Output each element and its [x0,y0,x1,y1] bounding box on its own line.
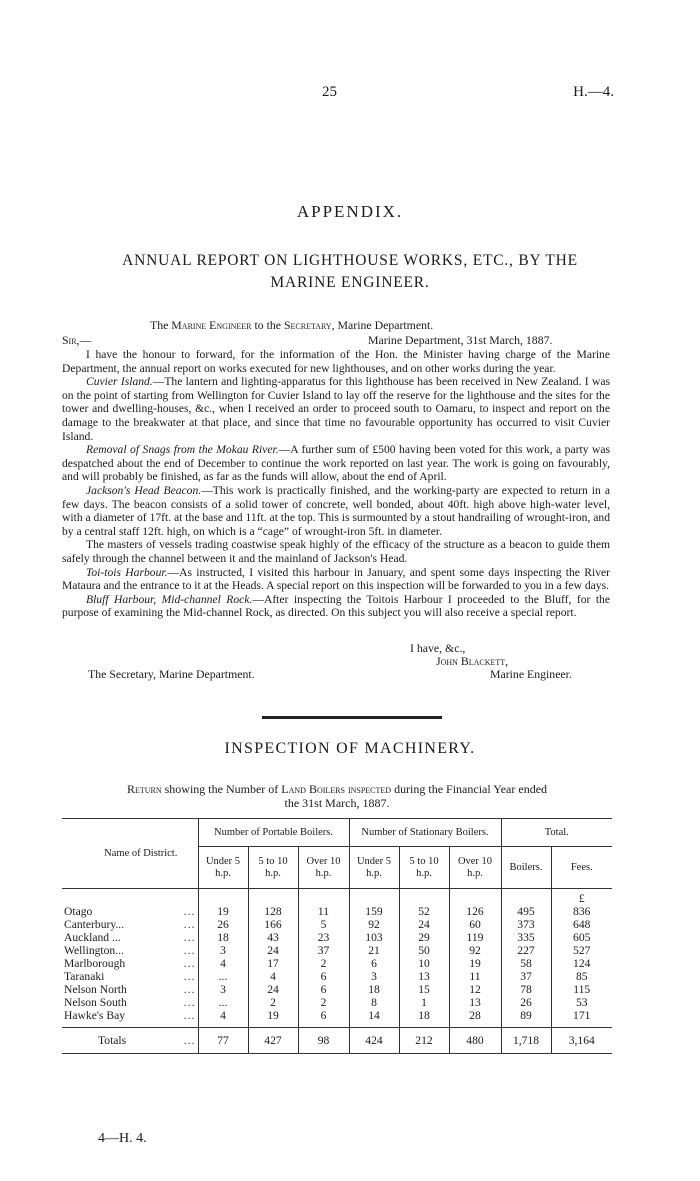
sub-header: Over 10 h.p. [449,847,501,889]
signature-mark: 4—H. 4. [98,1131,147,1146]
memo-to-the: to the [254,318,281,332]
dateline: Marine Department, 31st March, 1887. [368,333,553,347]
memo-to: Secretary [283,318,332,332]
appendix-heading: APPENDIX. [296,202,404,221]
table-row: Canterbury... ... 26 166 5 92 24 60 373 648 [62,918,612,931]
memo-from: Marine Engineer [171,318,252,332]
page-number: 25 [322,84,337,100]
memo-dept: , Marine Department. [331,318,434,332]
table-row: Nelson North ... 3 24 6 18 15 12 78 115 [62,983,612,996]
sub-header: 5 to 10 h.p. [248,847,298,889]
table-row: Hawke's Bay ... 4 19 6 14 18 28 89 171 [62,1009,612,1022]
sub-header: Under 5 h.p. [349,847,399,889]
addressee: The Secretary, Marine Department. [88,667,255,681]
salutation: Sir,— [62,333,92,347]
header-portable: Number of Portable Boilers. [198,819,349,847]
sub-header: 5 to 10 h.p. [399,847,449,889]
section-divider [262,716,442,719]
table-row: Auckland ... ... 18 43 23 103 29 119 335 605 [62,931,612,944]
report-body [62,348,610,620]
paragraph-intro: I have the honour to forward, for the information of the Hon. the Minister having charge of the Marine Department, the annual report on works executed for new lighthouses, and on other works during the year. [62,348,610,375]
report-heading [80,250,620,294]
header-stationary: Number of Stationary Boilers. [349,819,501,847]
return-caption [62,782,612,810]
inspection-heading: INSPECTION OF MACHINERY. [224,740,476,757]
table-row: Wellington... ... 3 24 37 21 50 92 227 527 [62,944,612,957]
table-header [62,819,612,889]
table-body [62,889,612,1054]
signature-title: Marine Engineer. [490,667,572,681]
table-row: Nelson South ... ... 2 2 8 1 13 26 53 [62,996,612,1009]
table-row: Marlborough ... 4 17 2 6 10 19 58 124 [62,957,612,970]
header-district: Name of District. [62,819,198,889]
document-reference: H.—4. [573,84,614,100]
return-caption-line-1: Return showing the Number of Land Boilers inspected during the Financial Year ended [126,782,548,796]
boilers-table [62,818,612,1054]
totals-label: Totals [62,1028,150,1054]
currency-mark: £ [551,889,612,905]
table-row: Taranaki ... ... 4 6 3 13 11 37 85 [62,970,612,983]
return-caption-line-2: the 31st March, 1887. [284,796,390,810]
totals-row: Totals ... 77 427 98 424 212 480 1,718 3,164 [62,1028,612,1054]
memo-the: The [150,318,169,332]
paragraph-jacksons-head: Jackson's Head Beacon.—This work is practically finished, and the working-party are expected to return in a few days. The beacon consists of a solid tower of concrete, well bonded, about 40ft. high above high-water level, with a diameter of 17ft. at the base and 11ft. at the top. This is surmounted by a stout handrailing of wrought-iron, and by a central staff 12ft. high, on which is a “cage” of wrought-iron 5ft. in diameter. [62,483,611,538]
signature-closing: I have, &c., [410,641,466,655]
table-row: Otago ... 19 128 11 159 52 126 495 836 [62,905,612,918]
report-heading-line-1: ANNUAL REPORT ON LIGHTHOUSE WORKS, ETC., BY THE [122,252,578,269]
report-heading-line-2: MARINE ENGINEER. [270,274,430,291]
sub-header: Fees. [551,847,612,889]
memo-heading [150,318,433,333]
paragraph-toitois: Toi-tois Harbour.—As instructed, I visited this harbour in January, and spent some days inspecting the River Mataura and the entrance to it at the Heads. A special report on this inspection will be forwarded to you in a few days. [62,565,610,593]
paragraph-cuvier-island: Cuvier Island.—The lantern and lighting-apparatus for this lighthouse has been received in New Zealand. I was on the point of starting from Wellington for Cuvier Island to lay off the reserve for the lighthouse and the sites for the tower and dwelling-houses, &c., when I received an order to proceed south to Oamaru, to inspect and report on the damage to the breakwater at that place, and since that time no favourable opportunity has occurred to visit Cuvier Island. [62,375,610,443]
paragraph-masters: The masters of vessels trading coastwise speak highly of the efficacy of the structure as a beacon to guide them safely through the channel between it and the mainland of Jackson's Head. [62,538,610,565]
paragraph-bluff: Bluff Harbour, Mid-channel Rock.—After inspecting the Toitois Harbour I proceeded to the Bluff, for the purpose of examining the Mid-channel Rock, as directed. On this subject you will also receive a special report. [62,592,610,620]
paragraph-mokau-river: Removal of Snags from the Mokau River.—A further sum of £500 having been voted for this work, a party was despatched about the end of December to continue the work reported on last year. The work is going on favourably, and will probably be finished, as far as the funds will allow, about the end of April. [62,443,610,484]
sub-header: Boilers. [501,847,551,889]
sub-header: Under 5 h.p. [198,847,248,889]
signature-name: John Blackett, [436,654,509,668]
header-total: Total. [501,819,612,847]
sub-header: Over 10 h.p. [298,847,349,889]
